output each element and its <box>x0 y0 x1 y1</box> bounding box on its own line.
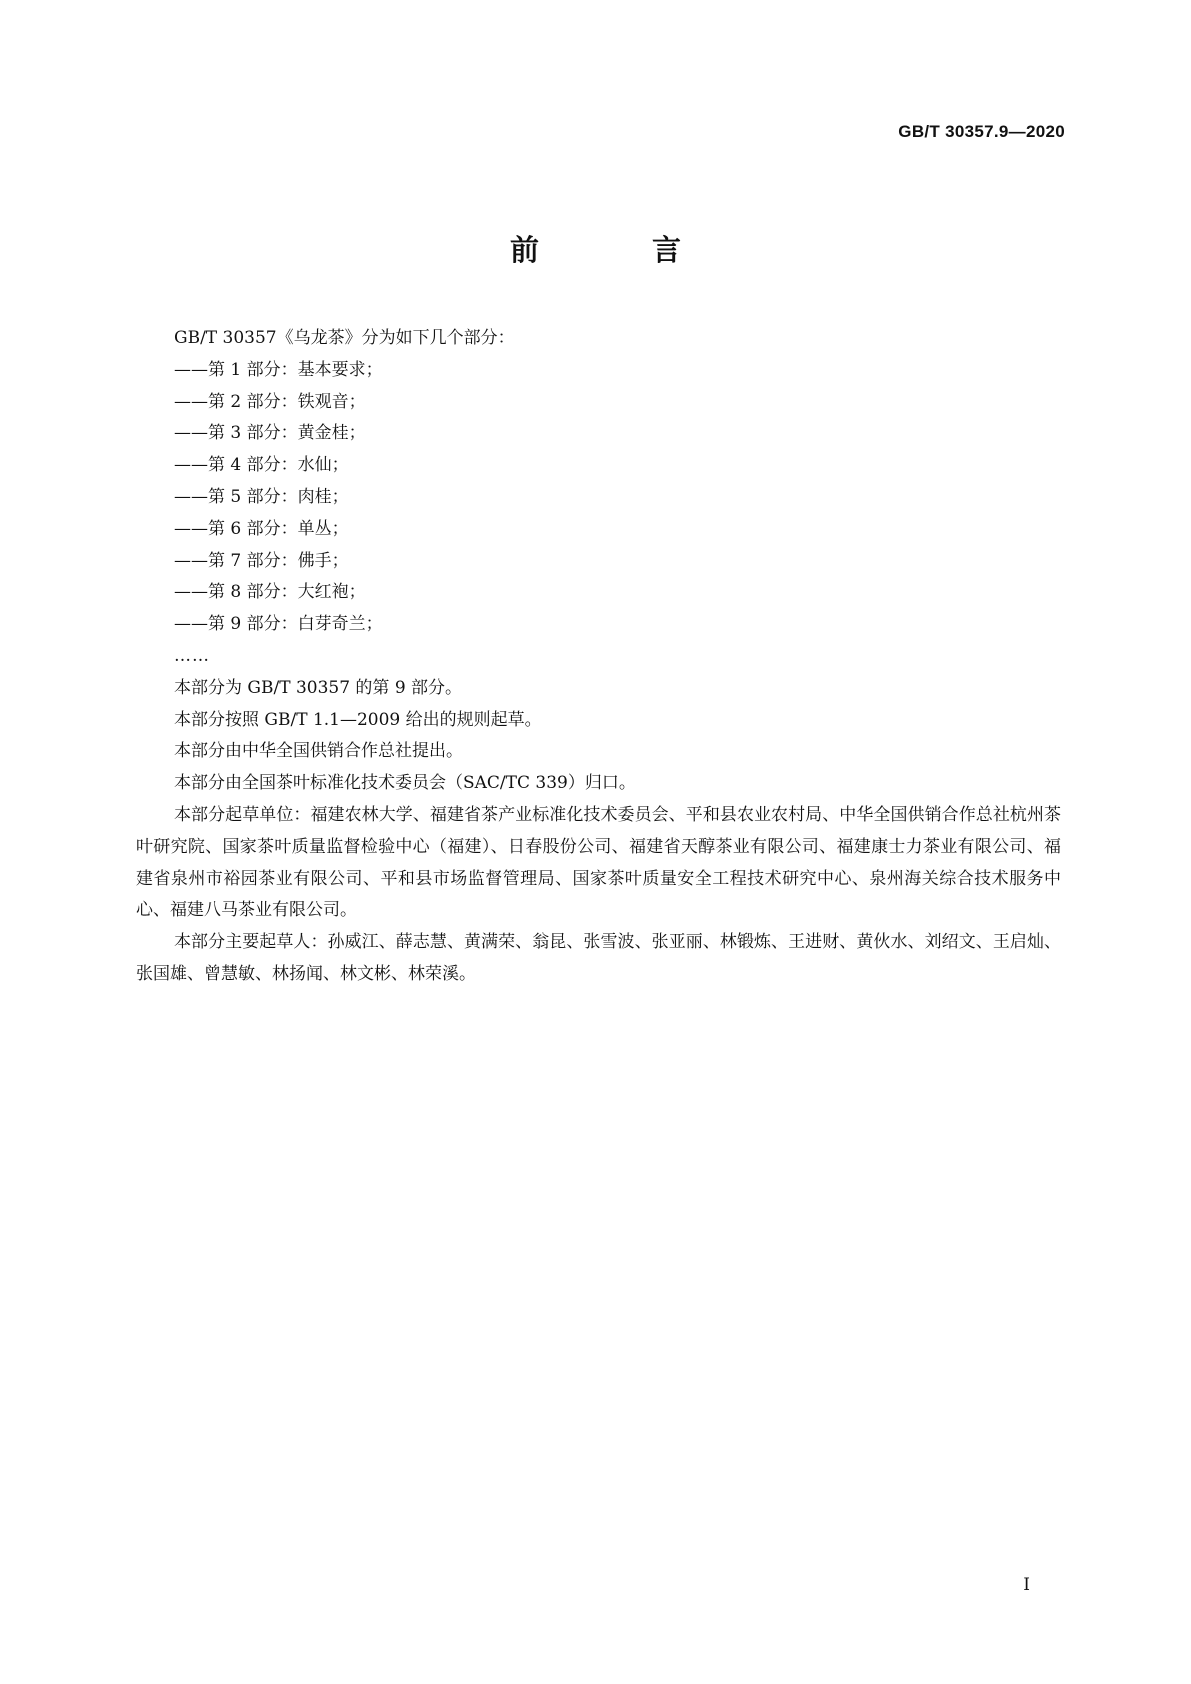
page-number: I <box>1023 1575 1030 1595</box>
standard-code: GB/T 30357.9—2020 <box>898 122 1065 141</box>
part-item: ——第 5 部分：肉桂； <box>174 486 349 507</box>
part-item: ——第 4 部分：水仙； <box>174 455 349 476</box>
drafting-units-paragraph: 本部分起草单位：福建农林大学、福建省茶产业标准化技术委员会、平和县农业农村局、中华全国供销合作总社杭州茶叶研究院、国家茶叶质量监督检验中心（福建）、日春股份公司、福建省天醇茶业有限公司、福建康士力茶业有限公司、福建省泉州市裕园茶业有限公司、平和县市场监督管理局、国家茶叶质量安全工程技术研究中心、泉州海关综合技术服务中心、福建八马茶业有限公司。 <box>136 804 1061 921</box>
part-item: ——第 7 部分：佛手； <box>174 550 349 571</box>
statement-proposer: 本部分由中华全国供销合作总社提出。 <box>174 741 463 762</box>
statement-drafting-rules: 本部分按照 GB/T 1.1—2009 给出的规则起草。 <box>174 709 542 730</box>
part-item: ——第 3 部分：黄金桂； <box>174 423 366 444</box>
drafters-paragraph: 本部分主要起草人：孙威江、薛志慧、黄满荣、翁昆、张雪波、张亚丽、林锻炼、王进财、黄伙水、刘绍文、王启灿、张国雄、曾慧敏、林扬闻、林文彬、林荣溪。 <box>136 932 1061 984</box>
statement-centralized: 本部分由全国茶叶标准化技术委员会（SAC/TC 339）归口。 <box>174 773 636 794</box>
part-item: ——第 6 部分：单丛； <box>174 518 349 539</box>
part-item: ——第 9 部分：白芽奇兰； <box>174 614 383 635</box>
part-item: ——第 8 部分：大红袍； <box>174 582 366 603</box>
page-title: 前 言 <box>509 233 723 267</box>
part-item: ——第 1 部分：基本要求； <box>174 359 383 380</box>
ellipsis: …… <box>174 645 210 666</box>
foreword-body <box>136 323 1061 991</box>
part-item: ——第 2 部分：铁观音； <box>174 391 366 412</box>
statement-part-number: 本部分为 GB/T 30357 的第 9 部分。 <box>174 677 463 698</box>
intro-line: GB/T 30357《乌龙茶》分为如下几个部分： <box>174 328 515 348</box>
